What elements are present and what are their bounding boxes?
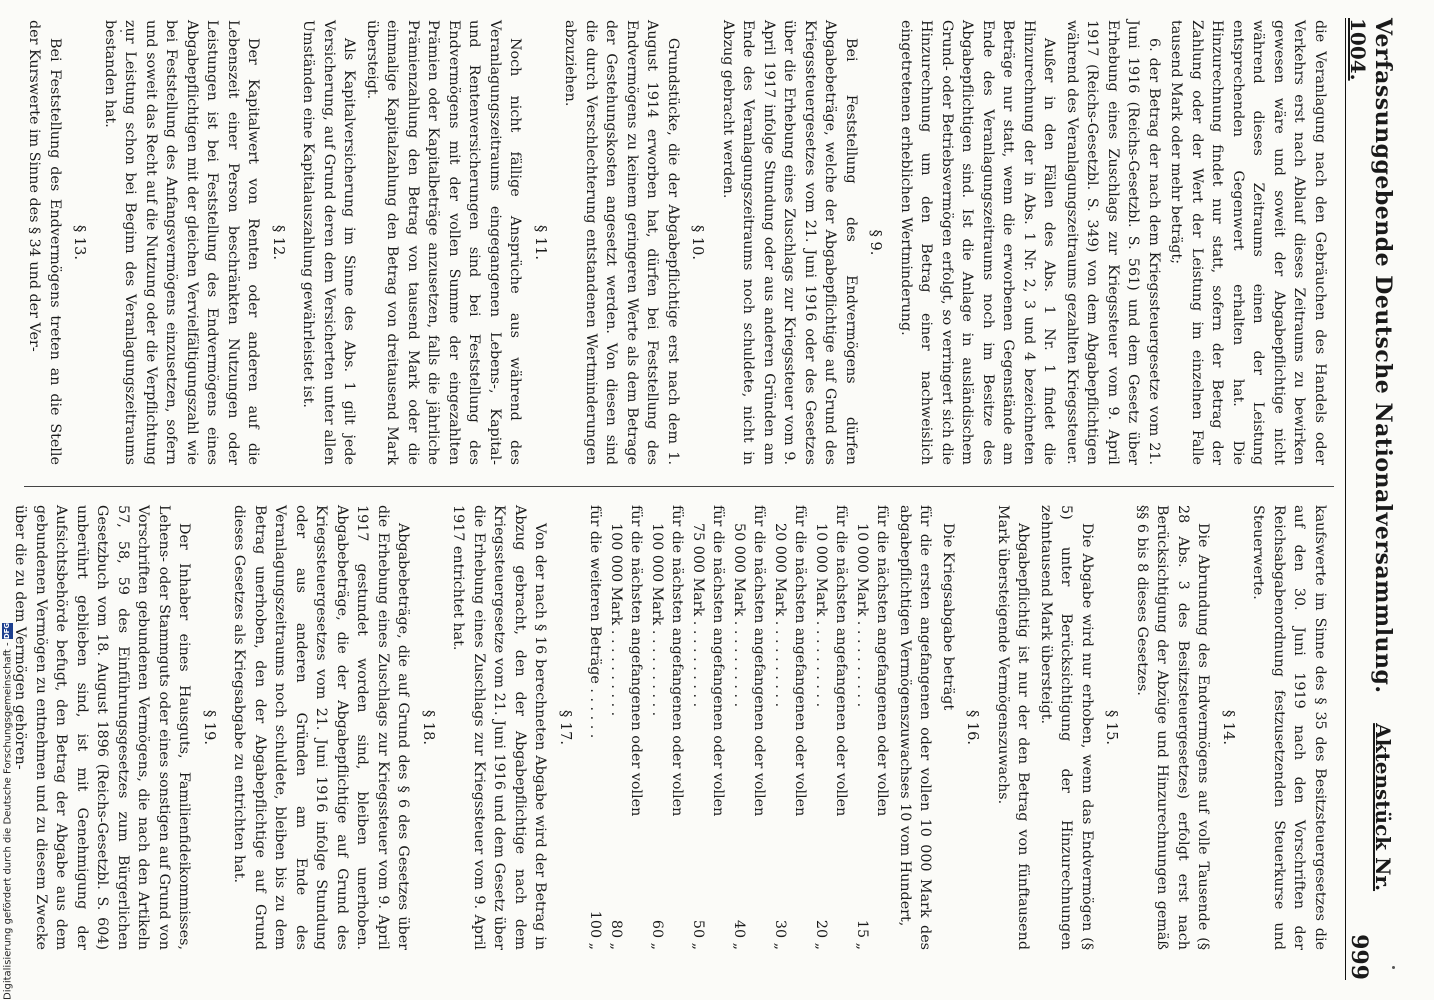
rate-percent: 20 „: [813, 919, 829, 950]
paragraph: Bei Feststellung des Endvermögens dürfen Abgabebeträge, welche der Abgabepflichtige auf Grund des Kriegssteuergesetzes vom 21. Juni 1916 oder des Gesetzes über die Erhebung eines Zuschlags zur Kriegssteuer vom 9. April 1917 infolge Stundung oder aus anderen Gründen am Ende des Veranlagungszeitraums noch schuldete, nicht in Abzug gebracht werden.: [720, 20, 859, 465]
left-column: [26, 20, 1330, 465]
paragraph: Als Kapitalversicherung im Sinne des Abs. 1 gilt jede Versicherung, auf Grund deren dem Versicherten unter allen Umständen eine Kapitalauszahlung gewährleistet ist.: [300, 20, 358, 465]
page-header: [1345, 18, 1396, 980]
section-heading: § 18.: [420, 710, 436, 745]
section-heading: § 10.: [689, 225, 706, 260]
rate-amount: 75 000 Mark . . . . . . . . . .: [690, 523, 706, 708]
paragraph: 6. der Betrag der nach dem Kriegssteuergesetze vom 21. Juni 1916 (Reichs-Gesetzbl. S. 561) und dem Gesetz über Erhebung eines Zuschlags zur Kriegssteuer vom 9. April 1917 (Reichs-Gesetzbl. S. 349) von dem Abgabepflichtigen während des Veranlagungszeitraums gezahlten Kriegssteuer.: [1064, 20, 1162, 465]
rate-amount: 20 000 Mark . . . . . . . . . .: [772, 523, 788, 708]
section-heading: § 9.: [867, 229, 884, 256]
rate-label: für die nächsten angefangenen oder vollen: [710, 505, 727, 817]
rate-row: [729, 505, 750, 950]
section-heading: § 19.: [201, 710, 217, 745]
rate-percent: 30 „: [772, 919, 788, 950]
section-heading: § 13.: [71, 225, 88, 260]
paragraph: Der Inhaber eines Hausguts, Familienfideikommisses, Lehens- oder Stammguts oder eines sonstigen auf Grund von Vorschriften gebundenen Vermögens, die nach den Artikeln 57, 58, 59 des Einführungsgesetzes zum Bürgerlichen Gesetzbuch vom 18. August 1896 (Reichs-Gesetzbl. S. 604) unberührt geblieben sind, ist mit Genehmigung der Aufsichtsbehörde befugt, den Betrag der Abgabe aus dem gebundenen Vermögen zu entnehmen und zu diesem Zwecke über die zu dem Vermögen gehören-: [12, 505, 193, 950]
rate-amount: 10 000 Mark . . . . . . . . . .: [813, 523, 829, 708]
section-heading: § 11.: [532, 225, 548, 260]
paragraph: Die Abgabe wird nur erhoben, wenn das Endvermögen (§ 5) unter Berücksichtigung der Hinzurechnungen zehntausend Mark übersteigt.: [1038, 505, 1095, 950]
rate-amount: 100 000 Mark . . . . . . . . . .: [649, 523, 665, 717]
digitization-note: [2, 0, 14, 1000]
paragraph: Abgabebeträge, die auf Grund des § 6 des Gesetzes über die Erhebung eines Zuschlags zur Kriegssteuer vom 9. April 1917 gestundet worden sind, bleiben unerhoben. Abgabebeträge, die der Abgabepflichtige auf Grund des Kriegssteuergesetzes vom 21. Juni 1916 infolge Stundung oder aus anderen Gründen am Ende des Veranlagungszeitraums noch schuldete, bleiben bis zu dem Betrag unerhoben, den der Abgabepflichtige auf Grund dieses Gesetzes als Kriegsabgabe zu entrichten hat.: [231, 505, 412, 950]
rate-label: für die nächsten angefangenen oder vollen: [628, 505, 645, 817]
dfg-logo: DFG: [3, 622, 11, 640]
rate-label: für die nächsten angefangenen oder vollen: [833, 505, 850, 817]
rate-label: für die nächsten angefangenen oder vollen: [751, 505, 768, 817]
paragraph: Abgabepflichtig ist nur der den Betrag von fünftausend Mark übersteigende Vermögenszuwachs.: [995, 505, 1032, 950]
digitization-text: Digitalisierung gefördert durch die Deutsche Forschungsgemeinschaft -: [2, 642, 14, 1000]
rate-row: [811, 505, 832, 950]
rate-row: [770, 505, 791, 950]
paragraph: kaufswerte im Sinne des § 35 des Besitzsteuergesetzes die auf den 30. Juni 1919 nach den Vorschriften der Reichsabgabenordnung festzusetzenden Steuerkurse und Steuerwerte.: [1250, 505, 1328, 950]
section-heading: § 15.: [1103, 710, 1120, 745]
section-heading: § 12.: [270, 225, 286, 260]
paragraph: Noch nicht fällige Ansprüche aus während des Veranlagungszeitraums eingegangenen Lebens-, Kapital- und Rentenversicherungen sind bei Feststellung des Endvermögens mit der vollen Summe der eingezahlten Prämien oder Kapitalbeträge anzusetzen, falls die jährliche Prämienzahlung den Betrag von tausend Mark oder die einmalige Kapitalzahlung den Betrag von dreitausend Mark übersteigt.: [364, 20, 524, 465]
rate-table: [585, 505, 893, 950]
section-heading: § 16.: [964, 710, 981, 745]
paragraph: Bei Feststellung des Endvermögens treten an die Stelle der Kurswerte im Sinne des § 34 und der Ver-: [26, 20, 63, 465]
paragraph: Die Kriegsabgabe beträgt: [940, 523, 956, 711]
header-reference: Aktenstück Nr. 1004.: [1346, 18, 1395, 892]
paragraph: Die Abrundung des Endvermögens auf volle Tausende (§ 28 Abs. 3 des Besitzsteuergesetzes) erfolgt erst nach Berücksichtigung der Abzüge und Hinzurechnungen gemäß §§ 6 bis 8 dieses Gesetzes.: [1134, 505, 1212, 950]
rate-row: [585, 505, 606, 950]
rate-row: [647, 505, 668, 950]
right-column: [12, 505, 1330, 950]
rate-row: [688, 505, 709, 950]
rate-percent: 50 „: [690, 919, 706, 950]
paragraph: Von der nach § 16 berechneten Abgabe wird der Betrag in Abzug gebracht, den der Abgabepflichtige nach dem Kriegssteuergesetze vom 21. Juni 1916 und dem Gesetz über die Erhebung eines Zuschlags zur Kriegssteuer vom 9. April 1917 entrichtet hat.: [450, 505, 549, 950]
rate-percent: 100 „: [587, 910, 604, 950]
column-divider: [24, 486, 1334, 487]
page-number: 999: [1346, 934, 1372, 980]
rate-amount: 50 000 Mark . . . . . . . . . .: [731, 523, 747, 708]
scan-speck: [1392, 966, 1395, 969]
rate-amount: für die weiteren Beträge . . . . . .: [587, 505, 604, 739]
rate-percent: 80 „: [608, 919, 624, 950]
paragraph: Außer in den Fällen des Abs. 1 Nr. 1 findet die Hinzurechnung der in Abs. 1 Nr. 2, 3 und 4 bezeichneten Beträge nur statt, wenn die erworbenen Gegenstände am Ende des Veranlagungszeitraums noch im Besitze des Abgabepflichtigen sind. Ist die Anlage in ausländischem Grund- oder Betriebsvermögen erfolgt, so verringert sich die Hinzurechnung um den Betrag einer nachweislich eingetretenen erheblichen Wertminderung.: [898, 20, 1058, 465]
rate-percent: 40 „: [731, 919, 747, 950]
paragraph: Der Kapitalwert von Renten oder anderen auf die Lebenszeit einer Person beschränkten Nutzungen oder Leistungen ist bei Feststellung des Endvermögens eines Abgabepflichtigen mit der gleichen Vervielfältigungszahl wie bei Feststellung des Anfangsvermögens einzusetzen, sofern und soweit das Recht auf die Nutzung oder die Verpflichtung zur Leistung schon bei Beginn des Veranlagungszeitraums bestanden hat.: [102, 20, 262, 465]
rate-percent: 60 „: [649, 919, 665, 950]
paragraph: Grundstücke, die der Abgabepflichtige erst nach dem 1. August 1914 erworben hat, dürfen bei Feststellung des Endvermögens zu keinem geringeren Werte als dem Betrage der Gestehungskosten angesetzt werden. Von diesen sind die durch Verschlechterung entstandenen Wertminderungen abzuziehen.: [562, 20, 681, 465]
rate-label: für die nächsten angefangenen oder vollen: [874, 505, 891, 817]
section-heading: § 17.: [557, 710, 573, 745]
rate-row: [606, 505, 627, 950]
rate-amount: 100 000 Mark . . . . . . . . . .: [608, 523, 624, 717]
paragraph: die Veranlagung nach den Gebräuchen des Handels oder Verkehrs erst nach Ablauf dieses Zeitraums zu bewirken gewesen wäre und soweit der Abgabepflichtige nicht während dieses Zeitraums einen der Leistung entsprechenden Gegenwert erhalten hat. Die Hinzurechnung findet nur statt, sofern der Betrag der Zahlung oder der Wert der Leistung im einzelnen Falle tausend Mark oder mehr beträgt;: [1168, 20, 1328, 465]
section-heading: § 14.: [1220, 710, 1236, 745]
rate-row: [852, 505, 873, 950]
scan-speck: [120, 30, 122, 32]
header-title: Verfassunggebende Deutsche Nationalversammlung.: [1370, 18, 1396, 694]
rate-label: für die nächsten angefangenen oder vollen: [669, 505, 686, 817]
rate-intro: für die ersten angefangenen oder vollen 10 000 Mark des abgabepflichtigen Vermögenszuwachses 10 vom Hundert,: [897, 505, 934, 950]
rate-percent: 15 „: [854, 919, 870, 950]
rate-label: für die nächsten angefangenen oder vollen: [792, 505, 809, 817]
rate-amount: 10 000 Mark . . . . . . . . . .: [854, 523, 870, 708]
